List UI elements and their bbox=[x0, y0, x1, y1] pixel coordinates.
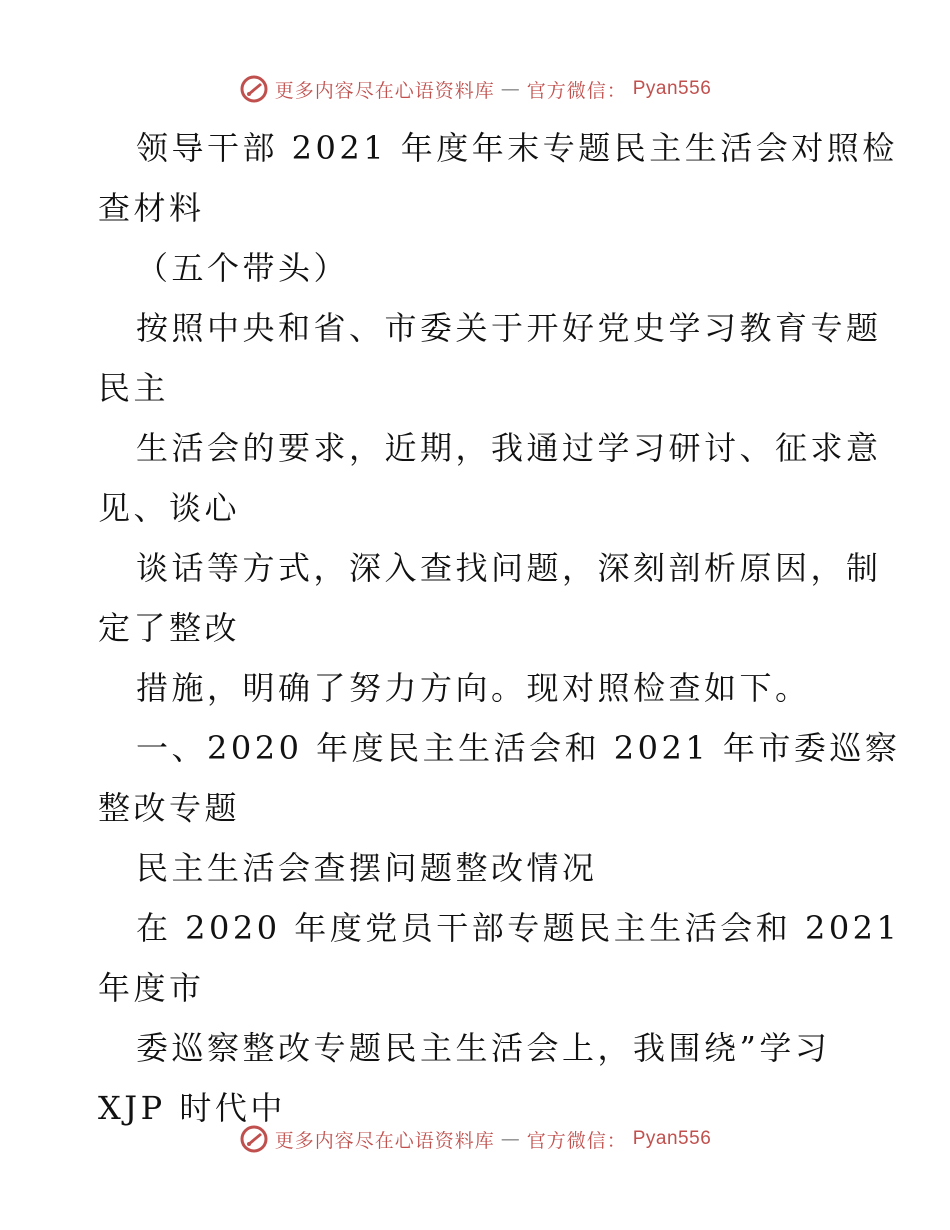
doc-line: 民主生活会查摆问题整改情况 bbox=[136, 849, 598, 887]
doc-line: 在 2020 年度党员干部专题民主生活会和 2021 bbox=[136, 909, 901, 947]
doc-line: （五个带头） bbox=[136, 249, 350, 287]
doc-line: 按照中央和省、市委关于开好党史学习教育专题 bbox=[136, 309, 882, 347]
doc-line: 定了整改 bbox=[98, 609, 241, 647]
doc-line: 查材料 bbox=[98, 189, 205, 227]
watermark-contact-id: Pyan556 bbox=[632, 1128, 712, 1149]
document-body bbox=[98, 118, 901, 1138]
header-watermark bbox=[0, 74, 950, 104]
watermark-contact-id: Pyan556 bbox=[632, 78, 712, 99]
doc-line: 措施，明确了努力方向。现对照检查如下。 bbox=[136, 669, 811, 707]
doc-line: 谈话等方式，深入查找问题，深刻剖析原因，制 bbox=[136, 549, 882, 587]
footer-watermark bbox=[0, 1124, 950, 1154]
watermark-brand: 更多内容尽在心语资料库 bbox=[274, 1129, 495, 1152]
watermark-separator: — bbox=[500, 78, 521, 100]
doc-line: XJP 时代中 bbox=[98, 1089, 286, 1127]
watermark-contact-label: 官方微信： bbox=[526, 79, 627, 102]
doc-line: 一、2020 年度民主生活会和 2021 年市委巡察 bbox=[136, 729, 901, 767]
doc-line: 民主 bbox=[98, 369, 170, 407]
doc-line: 整改专题 bbox=[98, 789, 241, 827]
watermark-contact-label: 官方微信： bbox=[526, 1129, 627, 1152]
doc-line: 委巡察整改专题民主生活会上，我围绕”学习 bbox=[136, 1029, 831, 1067]
watermark-brand: 更多内容尽在心语资料库 bbox=[274, 79, 495, 102]
brand-logo-icon bbox=[239, 74, 269, 104]
doc-line: 年度市 bbox=[98, 969, 205, 1007]
brand-logo-icon bbox=[239, 1124, 269, 1154]
doc-line: 领导干部 2021 年度年末专题民主生活会对照检 bbox=[136, 129, 898, 167]
doc-line: 生活会的要求，近期，我通过学习研讨、征求意 bbox=[136, 429, 882, 467]
watermark-separator: — bbox=[500, 1128, 521, 1150]
doc-line: 见、谈心 bbox=[98, 489, 241, 527]
